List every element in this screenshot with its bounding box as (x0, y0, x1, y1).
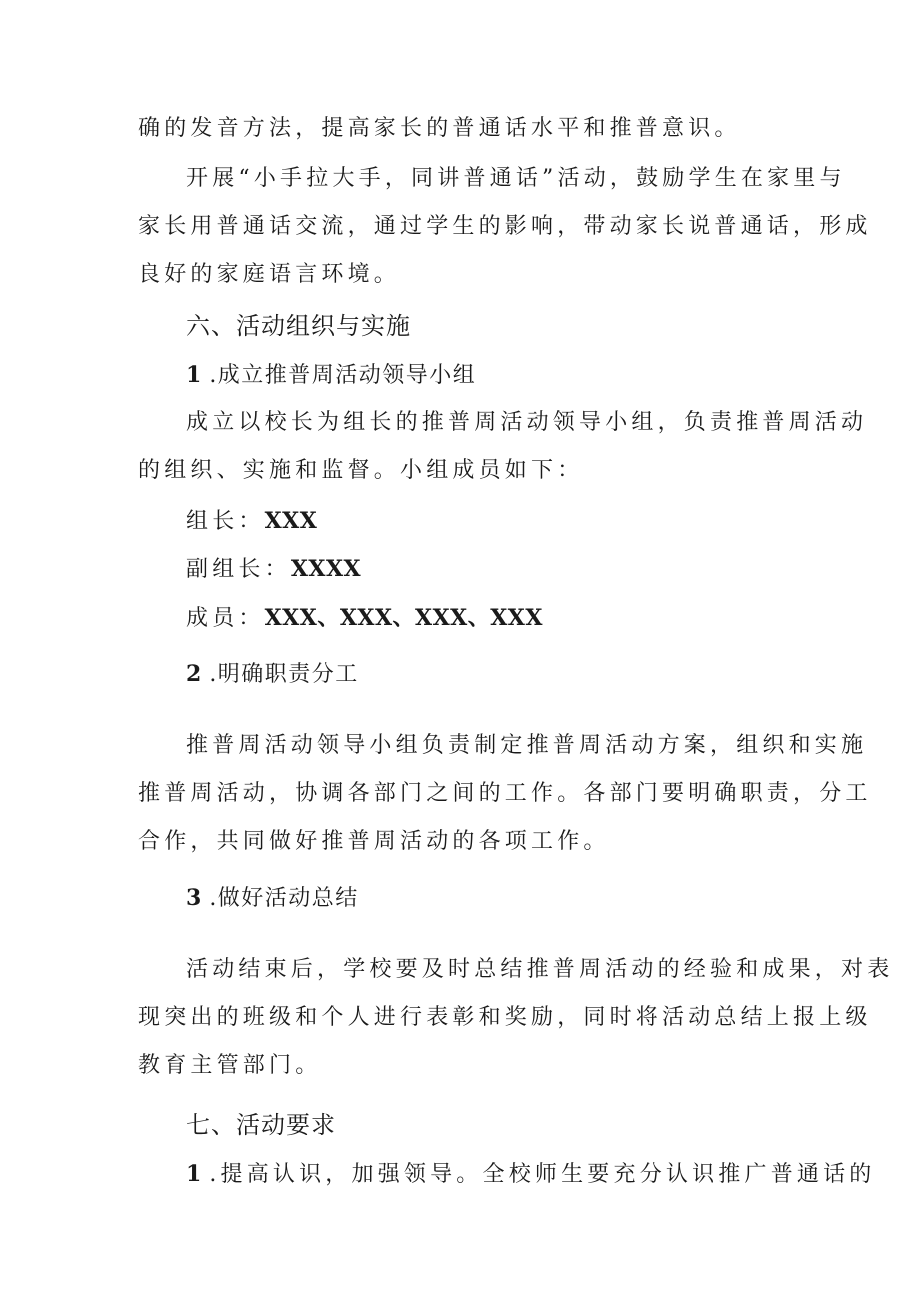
item-text: .提高认识，加强领导。全校师生要充分认识推广普通话的 (209, 1162, 876, 1187)
paragraph-line: 开展“小手拉大手，同讲普通话”活动，鼓励学生在家里与 (186, 166, 846, 191)
paragraph-line: 教育主管部门。 (138, 1053, 322, 1078)
members-label: 成员： (186, 606, 265, 631)
paragraph-line: 的组织、实施和监督。小组成员如下： (138, 458, 584, 483)
deputy-value: XXXX (290, 556, 362, 582)
subsection-title: .成立推普周活动领导小组 (209, 363, 477, 388)
paragraph-line: 活动结束后，学校要及时总结推普周活动的经验和成果，对表 (186, 957, 894, 982)
leader-value: XXX (264, 508, 318, 534)
leader-label: 组长： (186, 509, 265, 534)
paragraph-line: 确的发音方法，提高家长的普通话水平和推普意识。 (138, 116, 741, 141)
deputy-label: 副组长： (186, 557, 291, 582)
subsection-heading-1 (186, 360, 798, 391)
leader-row (186, 506, 798, 537)
paragraph-line: 家长用普通话交流，通过学生的影响，带动家长说普通话，形成 (138, 214, 872, 239)
paragraph-line: 良好的家庭语言环境。 (138, 262, 401, 287)
paragraph-line: 推普周活动领导小组负责制定推普周活动方案，组织和实施 (186, 733, 868, 758)
subsection-title: .明确职责分工 (209, 662, 359, 687)
paragraph-line (186, 1159, 876, 1190)
subsection-title: .做好活动总结 (209, 886, 359, 911)
paragraph-line: 成立以校长为组长的推普周活动领导小组，负责推普周活动 (186, 410, 868, 435)
subsection-number: 2 (186, 661, 202, 687)
subsection-number: 1 (186, 362, 202, 388)
members-value: XXX、XXX、XXX、XXX (264, 605, 543, 631)
paragraph-line: 推普周活动，协调各部门之间的工作。各部门要明确职责，分工 (138, 781, 872, 806)
item-number: 1 (186, 1161, 202, 1187)
members-row (186, 603, 798, 634)
subsection-number: 3 (186, 885, 202, 911)
deputy-row (186, 554, 798, 585)
paragraph-line: 现突出的班级和个人进行表彰和奖励，同时将活动总结上报上级 (138, 1005, 872, 1030)
section-heading-6: 六、活动组织与实施 (186, 312, 411, 340)
subsection-heading-2 (186, 659, 798, 690)
section-heading-7: 七、活动要求 (186, 1111, 336, 1139)
paragraph-line: 合作，共同做好推普周活动的各项工作。 (138, 829, 610, 854)
subsection-heading-3 (186, 883, 798, 914)
